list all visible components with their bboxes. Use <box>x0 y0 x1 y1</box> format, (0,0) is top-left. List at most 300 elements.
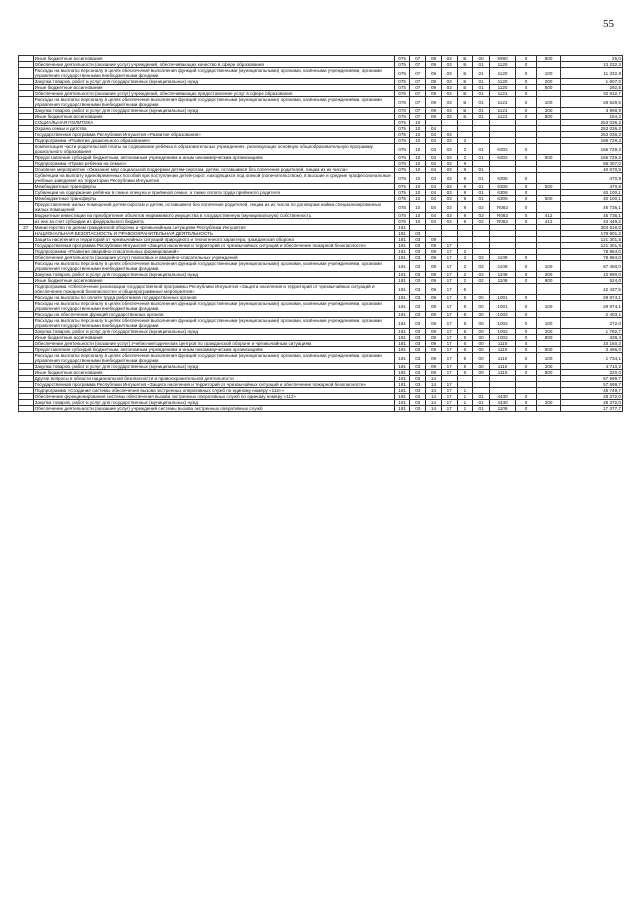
code-cell: 181 <box>394 353 410 364</box>
code-cell: 500 <box>537 184 561 190</box>
code-cell: 02 <box>473 278 490 284</box>
code-cell: 01 <box>473 68 490 79</box>
item-name-cell: Предоставление жилых помещений детям-сиротам и детям, оставшимся без попечения родителей, лицам из их числа по договорам найма специализированных жилых помещений <box>33 202 394 213</box>
code-cell: 04 <box>426 213 442 219</box>
code-cell: 04 <box>426 219 442 225</box>
code-cell: 00 <box>473 312 490 318</box>
code-cell: 10 <box>410 184 426 190</box>
code-cell: Б <box>457 108 473 114</box>
code-cell: 03 <box>410 312 426 318</box>
code-cell: 03 <box>441 219 457 225</box>
code-cell: 181 <box>394 341 410 347</box>
code-cell: 04 <box>426 173 442 184</box>
code-cell: 500 <box>537 196 561 202</box>
amount-cell: 57 599,7 <box>561 382 623 388</box>
code-cell: 09 <box>426 295 442 301</box>
code-cell: 9 <box>457 161 473 167</box>
code-cell: 03 <box>410 255 426 261</box>
code-cell: 03 <box>410 406 426 412</box>
code-cell: 5 <box>457 335 473 341</box>
code-cell: 075 <box>394 91 410 97</box>
code-cell: 181 <box>394 376 410 382</box>
item-name-cell: Иные бюджетные ассигнования <box>33 56 394 62</box>
item-name-cell: Расходы на выплаты по оплате труда работников государственных органов <box>33 295 394 301</box>
code-cell: 075 <box>394 184 410 190</box>
amount-cell: 45 736,1 <box>561 213 623 219</box>
amount-cell: 10 890,0 <box>561 272 623 278</box>
code-cell: 075 <box>394 132 410 138</box>
code-cell: 03 <box>441 202 457 213</box>
code-cell: 181 <box>394 301 410 312</box>
amount-cell: 2 403,1 <box>561 312 623 318</box>
amount-cell: 57 599,7 <box>561 376 623 382</box>
code-cell: 00 <box>473 347 490 353</box>
code-cell: Б <box>457 91 473 97</box>
code-cell: 03 <box>410 237 426 243</box>
code-cell: 181 <box>394 255 410 261</box>
table-row <box>19 353 623 364</box>
code-cell: 1002 <box>489 318 515 329</box>
code-cell: R082 <box>489 213 515 219</box>
code-cell: 00 <box>473 335 490 341</box>
code-cell: 9 <box>457 202 473 213</box>
budget-table-body <box>19 56 623 412</box>
code-cell: 075 <box>394 138 410 144</box>
code-cell: 075 <box>394 167 410 173</box>
amount-cell: 253 036,2 <box>561 126 623 132</box>
amount-cell: 3 998,9 <box>561 108 623 114</box>
code-cell: 100 <box>537 68 561 79</box>
code-cell: 1120 <box>489 79 515 85</box>
code-cell <box>489 284 515 295</box>
code-cell: 14 <box>426 394 442 400</box>
row-number-cell <box>19 261 34 272</box>
code-cell: Б <box>457 56 473 62</box>
amount-cell: 220,0 <box>561 370 623 376</box>
code-cell: 100 <box>537 97 561 108</box>
item-name-cell: Обеспечение функционирования системы обеспечения вызова экстренных оперативных служб по единому номеру «112» <box>33 394 394 400</box>
code-cell: 03 <box>410 231 426 237</box>
code-cell: 1 <box>457 400 473 406</box>
code-cell: 0 <box>516 155 537 161</box>
code-cell: 03 <box>441 108 457 114</box>
amount-cell: 470,8 <box>561 184 623 190</box>
code-cell: 03 <box>441 144 457 155</box>
code-cell: 1110 <box>489 370 515 376</box>
amount-cell: 40 100,1 <box>561 190 623 196</box>
row-number-cell <box>19 68 34 79</box>
code-cell: 02 <box>473 272 490 278</box>
code-cell: 1110 <box>489 341 515 347</box>
item-name-cell: Закупка товаров, работ и услуг для государственных (муниципальных) нужд <box>33 329 394 335</box>
code-cell: 0 <box>516 184 537 190</box>
code-cell: 07 <box>410 97 426 108</box>
budget-table <box>18 55 623 412</box>
code-cell: 1109 <box>489 406 515 412</box>
code-cell: 1001 <box>489 301 515 312</box>
code-cell: 1120 <box>489 62 515 68</box>
code-cell: 0 <box>516 329 537 335</box>
code-cell: 17 <box>441 301 457 312</box>
code-cell: 09 <box>426 56 442 62</box>
code-cell: 0 <box>516 213 537 219</box>
code-cell: 03 <box>410 301 426 312</box>
code-cell: 03 <box>441 97 457 108</box>
code-cell: 14 <box>426 400 442 406</box>
code-cell: 01 <box>473 400 490 406</box>
item-name-cell: Обеспечение деятельности (оказание услуг) учреждений, обеспечивающих качество в сфере образования <box>33 62 394 68</box>
code-cell: 6305 <box>489 173 515 184</box>
code-cell: 181 <box>394 231 410 237</box>
item-name-cell: Государственная программа Республики Ингушетия «Развитие образования» <box>33 132 394 138</box>
code-cell: 1121 <box>489 97 515 108</box>
code-cell: 07 <box>410 62 426 68</box>
code-cell: 075 <box>394 79 410 85</box>
amount-cell: 78 864,0 <box>561 249 623 255</box>
code-cell: 800 <box>537 114 561 120</box>
amount-cell: 45 749,7 <box>561 388 623 394</box>
item-name-cell: Предоставление субсидий бюджетным, автономным учреждениям и иным некоммерческим организациям <box>33 347 394 353</box>
item-name-cell: Основное мероприятие «Оказание мер социальной поддержки детям-сиротам, детям, оставшимся без попечения родителей, лицам из их числа» <box>33 167 394 173</box>
item-name-cell: Расходы на выплаты персоналу в целях обеспечения выполнения функций государственными (муниципальными) органами, казёнными учреждениями, органами управления государственными внебюджетными фондами <box>33 301 394 312</box>
item-name-cell: Закупка товаров, работ и услуг для государственных (муниципальных) нужд <box>33 400 394 406</box>
code-cell: 09 <box>426 318 442 329</box>
item-name-cell: Бюджетные инвестиции на приобретение объектов недвижимого имущества в государственную (муниципальную) собственность <box>33 213 394 219</box>
code-cell: 09 <box>426 249 442 255</box>
code-cell: 075 <box>394 97 410 108</box>
code-cell: 4430 <box>489 400 515 406</box>
code-cell: 14 <box>426 382 442 388</box>
code-cell: 00 <box>473 56 490 62</box>
code-cell: 1120 <box>489 85 515 91</box>
amount-cell: 78 864,0 <box>561 255 623 261</box>
code-cell: 0 <box>516 196 537 202</box>
code-cell: 075 <box>394 108 410 114</box>
code-cell: 1121 <box>489 91 515 97</box>
amount-cell: 184,2 <box>561 114 623 120</box>
code-cell: 01 <box>473 190 490 196</box>
code-cell: 412 <box>537 219 561 225</box>
code-cell: 09 <box>426 79 442 85</box>
code-cell: 10 <box>410 161 426 167</box>
code-cell: 10 <box>410 213 426 219</box>
amount-cell: 67 450,0 <box>561 261 623 272</box>
code-cell: 17 <box>441 295 457 301</box>
code-cell: 04 <box>426 202 442 213</box>
code-cell: 10 <box>410 144 426 155</box>
code-cell: 02 <box>473 202 490 213</box>
amount-cell: 11 332,8 <box>561 68 623 79</box>
code-cell: 0 <box>516 295 537 301</box>
code-cell: 02 <box>473 213 490 219</box>
amount-cell: 470,8 <box>561 173 623 184</box>
code-cell: 2 <box>457 138 473 144</box>
code-cell: 075 <box>394 190 410 196</box>
code-cell: 17 <box>441 353 457 364</box>
code-cell: 09 <box>426 301 442 312</box>
code-cell: 075 <box>394 161 410 167</box>
code-cell: 01 <box>473 394 490 400</box>
amount-cell: 166 729,2 <box>561 155 623 161</box>
row-number-cell: 27 <box>19 225 34 231</box>
code-cell: 9 <box>457 190 473 196</box>
item-name-cell: Обеспечение деятельности (оказание услуг) поисковых и аварийно-спасательных учреждений <box>33 255 394 261</box>
code-cell: 03 <box>410 382 426 388</box>
code-cell: 800 <box>537 56 561 62</box>
row-number-cell <box>19 284 34 295</box>
amount-cell: 13 232,3 <box>561 62 623 68</box>
code-cell: 01 <box>473 155 490 161</box>
code-cell: 0 <box>516 406 537 412</box>
code-cell: 02 <box>473 261 490 272</box>
table-row <box>19 144 623 155</box>
code-cell: 17 <box>441 318 457 329</box>
code-cell: 0 <box>516 68 537 79</box>
code-cell: 09 <box>426 62 442 68</box>
item-name-cell: Расходы на обеспечение функций государственных органов <box>33 312 394 318</box>
code-cell: 09 <box>426 261 442 272</box>
amount-cell: 10 160,3 <box>561 341 623 347</box>
item-name-cell: Обеспечение деятельности (оказание услуг) Учебно-методических центров по гражданской обороне и чрезвычайным ситуациям <box>33 341 394 347</box>
item-name-cell: Охрана семьи и детства <box>33 126 394 132</box>
code-cell: 800 <box>537 278 561 284</box>
code-cell: 075 <box>394 68 410 79</box>
amount-cell: 86 307,0 <box>561 161 623 167</box>
row-number-cell <box>19 318 34 329</box>
item-name-cell: Расходы на выплаты персоналу в целях обеспечения выполнения функций государственными (муниципальными) органами, казёнными учреждениями, органами управления государственными внебюджетными фондами <box>33 261 394 272</box>
code-cell: 10 <box>410 202 426 213</box>
code-cell: 0 <box>516 79 537 85</box>
item-name-cell: Расходы на выплаты персоналу в целях обеспечения выполнения функций государственными (муниципальными) органами, казёнными учреждениями, органами управления государственными внебюджетными фондами <box>33 318 394 329</box>
code-cell: 09 <box>426 108 442 114</box>
row-number-cell <box>19 144 34 155</box>
code-cell: 100 <box>537 261 561 272</box>
amount-cell: 253 036,2 <box>561 120 623 126</box>
code-cell <box>537 406 561 412</box>
code-cell: 01 <box>473 62 490 68</box>
code-cell: 03 <box>441 173 457 184</box>
code-cell: 03 <box>410 272 426 278</box>
code-cell: 09 <box>426 237 442 243</box>
item-name-cell: Иные бюджетные ассигнования <box>33 335 394 341</box>
code-cell: 0 <box>516 394 537 400</box>
code-cell: 200 <box>537 272 561 278</box>
code-cell: 181 <box>394 406 410 412</box>
code-cell: 181 <box>394 312 410 318</box>
code-cell: 01 <box>473 167 490 173</box>
code-cell: 14 <box>426 406 442 412</box>
code-cell: 181 <box>394 364 410 370</box>
code-cell: Б <box>457 114 473 120</box>
code-cell: 07 <box>410 56 426 62</box>
amount-cell: 253 036,2 <box>561 132 623 138</box>
code-cell: 09 <box>426 85 442 91</box>
code-cell: 0 <box>516 353 537 364</box>
code-cell: 181 <box>394 400 410 406</box>
code-cell: 17 <box>441 261 457 272</box>
code-cell: 17 <box>441 406 457 412</box>
code-cell: 0 <box>516 318 537 329</box>
code-cell: 17 <box>441 370 457 376</box>
code-cell: 09 <box>426 243 442 249</box>
code-cell: 5 <box>457 312 473 318</box>
code-cell: 00 <box>473 353 490 364</box>
code-cell: 2 <box>457 255 473 261</box>
code-cell: 181 <box>394 243 410 249</box>
code-cell: 04 <box>426 144 442 155</box>
code-cell: 00 <box>473 295 490 301</box>
code-cell: 075 <box>394 62 410 68</box>
code-cell: 09 <box>426 255 442 261</box>
code-cell: 181 <box>394 225 410 231</box>
code-cell: 07 <box>410 85 426 91</box>
code-cell: 0 <box>516 364 537 370</box>
amount-cell: 292,5 <box>561 85 623 91</box>
code-cell: 1 <box>457 406 473 412</box>
code-cell: 075 <box>394 85 410 91</box>
code-cell: 075 <box>394 126 410 132</box>
code-cell: 600 <box>537 347 561 353</box>
item-name-cell: Иные бюджетные ассигнования <box>33 85 394 91</box>
code-cell: 0 <box>516 190 537 196</box>
code-cell: 1001 <box>489 295 515 301</box>
amount-cell: 29 874,1 <box>561 301 623 312</box>
code-cell: 6302 <box>489 144 515 155</box>
code-cell: 03 <box>441 132 457 138</box>
code-cell: 09 <box>426 97 442 108</box>
code-cell: 1108 <box>489 272 515 278</box>
item-name-cell: Предоставление субсидий бюджетным, автономным учреждениям и иным некоммерческим организациям <box>33 155 394 161</box>
code-cell: 0 <box>516 219 537 225</box>
code-cell: 10 <box>410 219 426 225</box>
amount-cell: 338,4 <box>561 335 623 341</box>
row-number-cell <box>19 97 34 108</box>
code-cell: 00 <box>473 301 490 312</box>
code-cell: 01 <box>473 91 490 97</box>
code-cell: 181 <box>394 295 410 301</box>
code-cell: 075 <box>394 144 410 155</box>
code-cell: 14 <box>426 376 442 382</box>
code-cell: 07 <box>410 79 426 85</box>
code-cell: 2 <box>457 261 473 272</box>
code-cell: 04 <box>426 132 442 138</box>
code-cell: 10 <box>410 173 426 184</box>
item-name-cell: Защита населения и территорий от чрезвычайных ситуаций природного и техногенного характера, гражданская оборона <box>33 237 394 243</box>
code-cell: 17 <box>441 278 457 284</box>
code-cell: 0 <box>516 173 537 184</box>
amount-cell: 121 301,5 <box>561 237 623 243</box>
code-cell: 1108 <box>489 278 515 284</box>
code-cell: 17 <box>441 329 457 335</box>
code-cell: 1002 <box>489 329 515 335</box>
code-cell: 09 <box>426 278 442 284</box>
code-cell: 075 <box>394 155 410 161</box>
code-cell: 01 <box>473 196 490 202</box>
code-cell: 03 <box>410 364 426 370</box>
code-cell: 03 <box>441 79 457 85</box>
code-cell: 1 <box>457 388 473 394</box>
code-cell: 03 <box>410 318 426 329</box>
table-row <box>19 301 623 312</box>
code-cell: 181 <box>394 237 410 243</box>
code-cell: 181 <box>394 382 410 388</box>
code-cell: 17 <box>441 394 457 400</box>
code-cell: 5 <box>457 301 473 312</box>
code-cell: 03 <box>441 68 457 79</box>
amount-cell: 32 812,7 <box>561 91 623 97</box>
code-cell: 03 <box>410 388 426 394</box>
amount-cell: 40 570,9 <box>561 167 623 173</box>
amount-cell: 1 792,7 <box>561 329 623 335</box>
code-cell: 1121 <box>489 108 515 114</box>
table-row <box>19 173 623 184</box>
code-cell: 9 <box>457 184 473 190</box>
amount-cell: 43 449,2 <box>561 219 623 225</box>
code-cell: 800 <box>537 335 561 341</box>
code-cell: 03 <box>410 400 426 406</box>
code-cell: 03 <box>410 353 426 364</box>
code-cell: 17 <box>441 335 457 341</box>
code-cell: 03 <box>441 161 457 167</box>
code-cell: 0 <box>516 62 537 68</box>
code-cell: 181 <box>394 278 410 284</box>
code-cell: 09 <box>426 335 442 341</box>
code-cell: 1108 <box>489 261 515 272</box>
code-cell: 600 <box>537 155 561 161</box>
code-cell: 5 <box>457 370 473 376</box>
code-cell: 07 <box>410 91 426 97</box>
code-cell: 0 <box>516 370 537 376</box>
row-number-cell <box>19 301 34 312</box>
code-cell: 09 <box>426 341 442 347</box>
code-cell: 0 <box>516 85 537 91</box>
code-cell: 17 <box>441 255 457 261</box>
code-cell: 04 <box>426 184 442 190</box>
code-cell: 04 <box>426 161 442 167</box>
code-cell: 09 <box>426 68 442 79</box>
code-cell: 10 <box>410 138 426 144</box>
amount-cell: 121 301,5 <box>561 243 623 249</box>
code-cell: 10 <box>410 132 426 138</box>
item-name-cell: Подпрограмма «Обеспечение реализации государственной программы Республики Ингушетия «Защита населения и территорий от чрезвычайных ситуаций и обеспечение пожарной безопасности» и общепрограммные мероприятия» <box>33 284 394 295</box>
item-name-cell: Подпрограмма «Развитие дошкольного образования» <box>33 138 394 144</box>
code-cell: 1108 <box>489 255 515 261</box>
code-cell: 00 <box>473 370 490 376</box>
code-cell: 03 <box>441 196 457 202</box>
code-cell: 181 <box>394 329 410 335</box>
code-cell: R082 <box>489 219 515 225</box>
item-name-cell: Обеспечение деятельности (оказание услуг) учреждений системы вызова экстренных оперативных служб <box>33 406 394 412</box>
code-cell: 800 <box>537 370 561 376</box>
amount-cell: 166 729,2 <box>561 138 623 144</box>
amount-cell: 17 377,7 <box>561 406 623 412</box>
code-cell: 03 <box>410 335 426 341</box>
item-name-cell: Государственная программа Республики Ингушетия «Защита населения и территорий от чрезвычайных ситуаций и обеспечение пожарной безопасности» <box>33 243 394 249</box>
table-row <box>19 68 623 79</box>
code-cell: 075 <box>394 56 410 62</box>
code-cell: 800 <box>537 85 561 91</box>
code-cell: 17 <box>441 400 457 406</box>
amount-cell: 45 736,1 <box>561 202 623 213</box>
item-name-cell: Расходы на выплаты персоналу в целях обеспечения выполнения функций государственными (муниципальными) органами, казёнными учреждениями, органами управления государственными внебюджетными фондами <box>33 353 394 364</box>
code-cell: 0 <box>516 255 537 261</box>
amount-cell: 178 901,2 <box>561 231 623 237</box>
amount-cell: 29 874,1 <box>561 295 623 301</box>
row-number-cell <box>19 406 34 412</box>
code-cell: 200 <box>537 108 561 114</box>
code-cell: 9 <box>457 213 473 219</box>
code-cell: 04 <box>426 196 442 202</box>
